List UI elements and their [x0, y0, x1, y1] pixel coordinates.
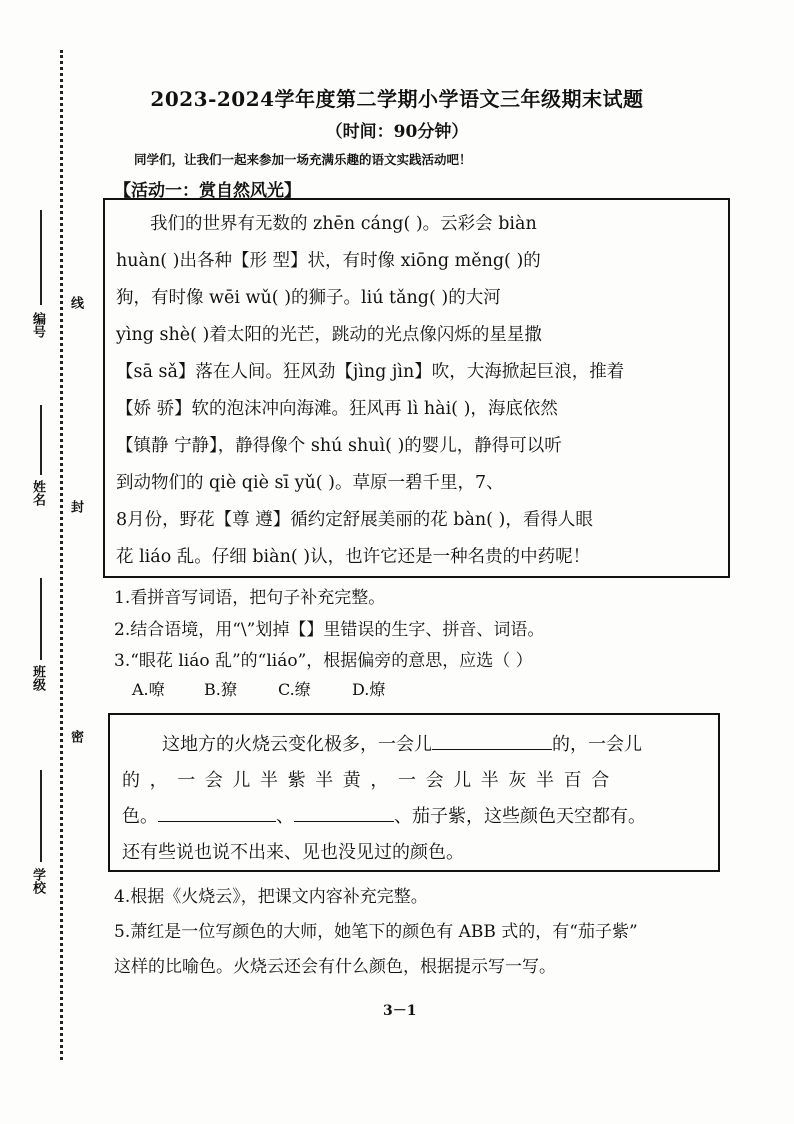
passage-line: 【镇静 宁静】，静得像个 shú shuì( )的婴儿，静得可以听 [116, 436, 562, 456]
passage-line: 8月份，野花【尊 遵】循约定舒展美丽的花 bàn( )，看得人眼 [116, 510, 593, 530]
banji-blank[interactable] [40, 578, 42, 660]
xuexiao-blank[interactable] [40, 770, 42, 862]
label-xuexiao: 学校 [30, 868, 45, 894]
label-feng: 封 [68, 500, 83, 513]
exam-duration: （时间：90分钟） [325, 122, 469, 142]
passage-line: 狗，有时像 wēi wǔ( )的狮子。liú tǎng( )的大河 [116, 288, 501, 308]
page-number: 3－1 [383, 1003, 417, 1019]
label-mi: 密 [68, 730, 83, 743]
passage-line: 【娇 骄】软的泡沫冲向海滩。狂风再 lì hài( )，海底依然 [116, 399, 558, 419]
label-xian: 线 [68, 296, 83, 309]
passage-line: 到动物们的 qiè qiè sī yǔ( )。草原一碧千里，7、 [116, 473, 504, 493]
fire-cloud-text: 的，一会儿 [552, 734, 642, 755]
question-4: 4.根据《火烧云》，把课文内容补充完整。 [114, 887, 428, 907]
fire-cloud-text: 色。 [122, 806, 158, 827]
passage-line: yìng shè( )着太阳的光芒，跳动的光点像闪烁的星星撒 [116, 325, 542, 345]
option-d[interactable]: D.燎 [352, 680, 386, 699]
passage-line: 花 liáo 乱。仔细 biàn( )认，也许它还是一种名贵的中药呢！ [116, 547, 591, 567]
xingming-blank[interactable] [40, 405, 42, 475]
fire-cloud-line-3 [122, 802, 646, 828]
option-b[interactable]: B.獠 [204, 680, 237, 699]
label-xingming: 姓名 [30, 480, 45, 506]
label-banji: 班级 [30, 665, 45, 691]
fill-blank-1[interactable] [432, 731, 552, 750]
label-bianhao: 编号 [30, 312, 45, 338]
fire-cloud-line-2: 的，一会儿半紫半黄，一会儿半灰半百合 [122, 770, 619, 791]
fire-cloud-text: 、 [276, 806, 294, 827]
question-1: 1.看拼音写词语，把句子补充完整。 [114, 588, 386, 608]
question-5-line-2: 这样的比喻色。火烧云还会有什么颜色，根据提示写一写。 [114, 957, 556, 977]
fire-cloud-text: 、茄子紫，这些颜色天空都有。 [394, 806, 646, 827]
passage-line: 【sā sǎ】落在人间。狂风劲【jìng jìn】吹，大海掀起巨浪，推着 [116, 362, 625, 382]
passage-line: 我们的世界有无数的 zhēn cáng( )。云彩会 biàn [150, 214, 537, 234]
passage-line: huàn( )出各种【形 型】状，有时像 xiōng měng( )的 [116, 251, 541, 271]
fire-cloud-text: 这地方的火烧云变化极多，一会儿 [162, 734, 432, 755]
intro-text: 同学们，让我们一起来参加一场充满乐趣的语文实践活动吧！ [134, 152, 472, 167]
option-a[interactable]: A.嘹 [132, 680, 165, 699]
fire-cloud-line-1 [162, 730, 642, 756]
fill-blank-3[interactable] [294, 803, 394, 822]
binding-dotted-line [60, 50, 63, 1060]
fill-blank-2[interactable] [158, 803, 276, 822]
question-3: 3.“眼花 liáo 乱”的“liáo”，根据偏旁的意思，应选（ ） [114, 651, 533, 671]
activity1-heading: 【活动一：赏自然风光】 [114, 181, 301, 201]
question-5-line-1: 5.萧红是一位写颜色的大师，她笔下的颜色有 ABB 式的，有“茄子紫” [114, 922, 638, 942]
exam-title: 2023-2024学年度第二学期小学语文三年级期末试题 [150, 87, 644, 111]
option-c[interactable]: C.缭 [278, 680, 311, 699]
bianhao-blank[interactable] [40, 210, 42, 305]
question-2: 2.结合语境，用“\”划掉【】里错误的生字、拼音、词语。 [114, 620, 545, 640]
fire-cloud-line-4: 还有些说也说不出来、见也没见过的颜色。 [122, 842, 464, 863]
